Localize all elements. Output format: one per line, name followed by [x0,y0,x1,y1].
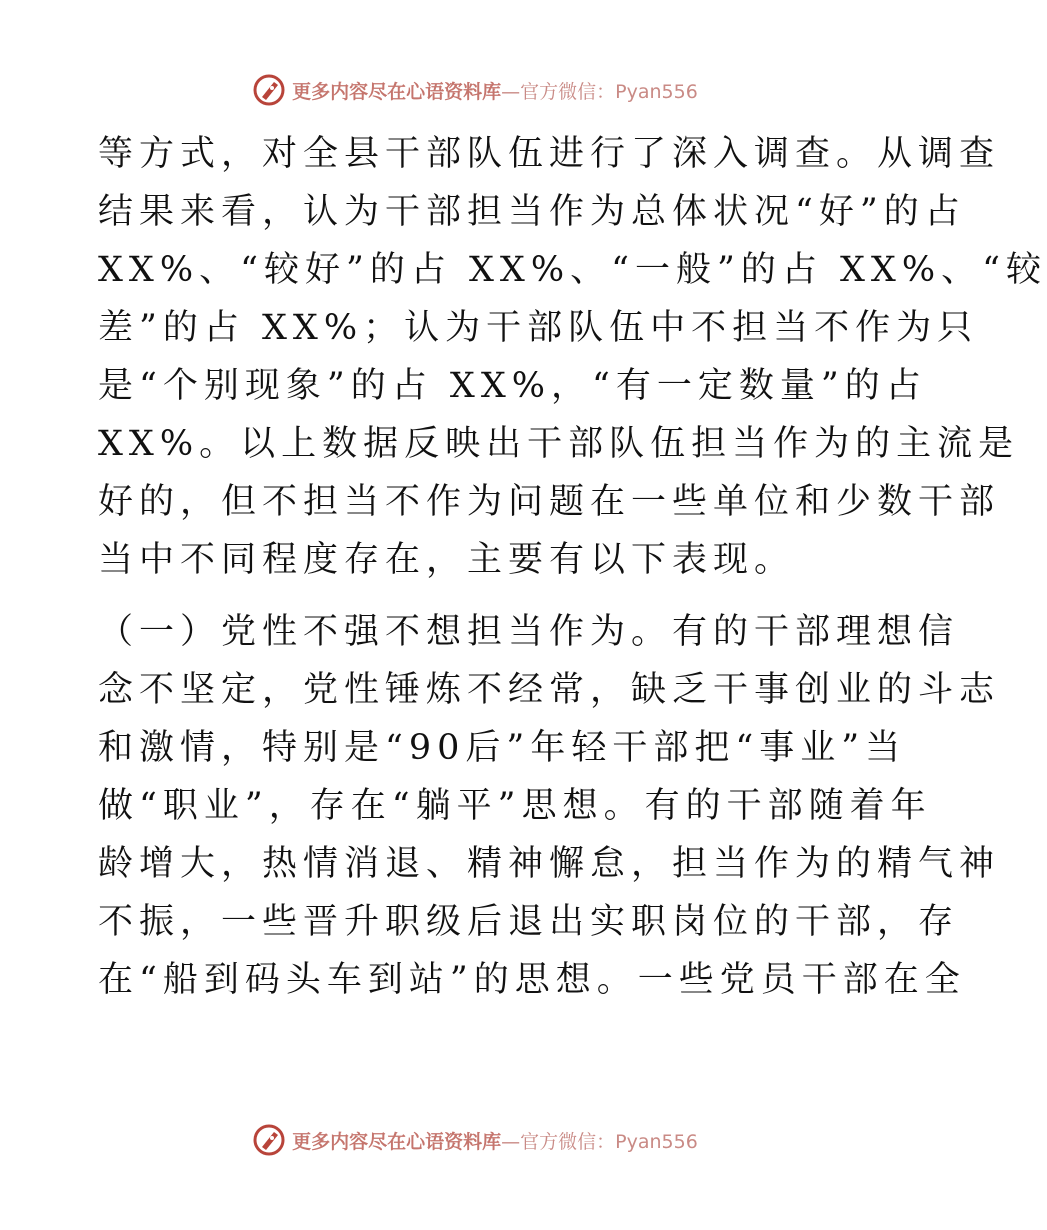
footer-banner-text [292,1127,698,1154]
text-line: 当中不同程度存在，主要有以下表现。 [98,540,796,580]
text-line: XX%、“较好”的占 XX%、“一般”的占 XX%、“较 [98,250,1047,290]
paragraph-2 [98,603,1001,1009]
text-line: 等方式，对全县干部队伍进行了深入调查。从调查 [98,134,1001,174]
text-line: 和激情，特别是“90后”年轻干部把“事业”当 [98,728,907,768]
footer-banner-sep: — [501,1130,521,1153]
text-line: 做“职业”，存在“躺平”思想。有的干部随着年 [98,786,932,826]
text-line: 念不坚定，党性锤炼不经常，缺乏干事创业的斗志 [98,670,1001,710]
document-body [98,125,1047,1009]
text-line: 龄增大，热情消退、精神懈怠，担当作为的精气神 [98,844,1001,884]
footer-banner-wechat: 官方微信：Pyan556 [520,1130,698,1153]
text-line: 结果来看，认为干部担当作为总体状况“好”的占 [98,192,966,232]
header-banner-main: 更多内容尽在心语资料库 [292,80,502,103]
paragraph-spacer [98,589,858,603]
text-line: （一）党性不强不想担当作为。有的干部理想信 [98,612,960,652]
text-line: 好的，但不担当不作为问题在一些单位和少数干部 [98,482,1001,522]
header-banner-text [292,77,698,104]
pen-nib-logo-icon [252,73,286,107]
pen-nib-logo-icon [252,1123,286,1157]
text-line: 是“个别现象”的占 XX%，“有一定数量”的占 [98,366,927,406]
paragraph-1 [98,125,1047,589]
text-line: XX%。以上数据反映出干部队伍担当作为的主流是 [98,424,1020,464]
text-line: 在“船到码头车到站”的思想。一些党员干部在全 [98,960,966,1000]
footer-banner [0,1120,950,1160]
header-banner-sep: — [501,80,521,103]
text-line: 不振，一些晋升职级后退出实职岗位的干部，存 [98,902,960,942]
header-banner-wechat: 官方微信：Pyan556 [520,80,698,103]
footer-banner-main: 更多内容尽在心语资料库 [292,1130,502,1153]
text-line: 差”的占 XX%；认为干部队伍中不担当不作为只 [98,308,979,348]
header-banner [0,70,950,110]
